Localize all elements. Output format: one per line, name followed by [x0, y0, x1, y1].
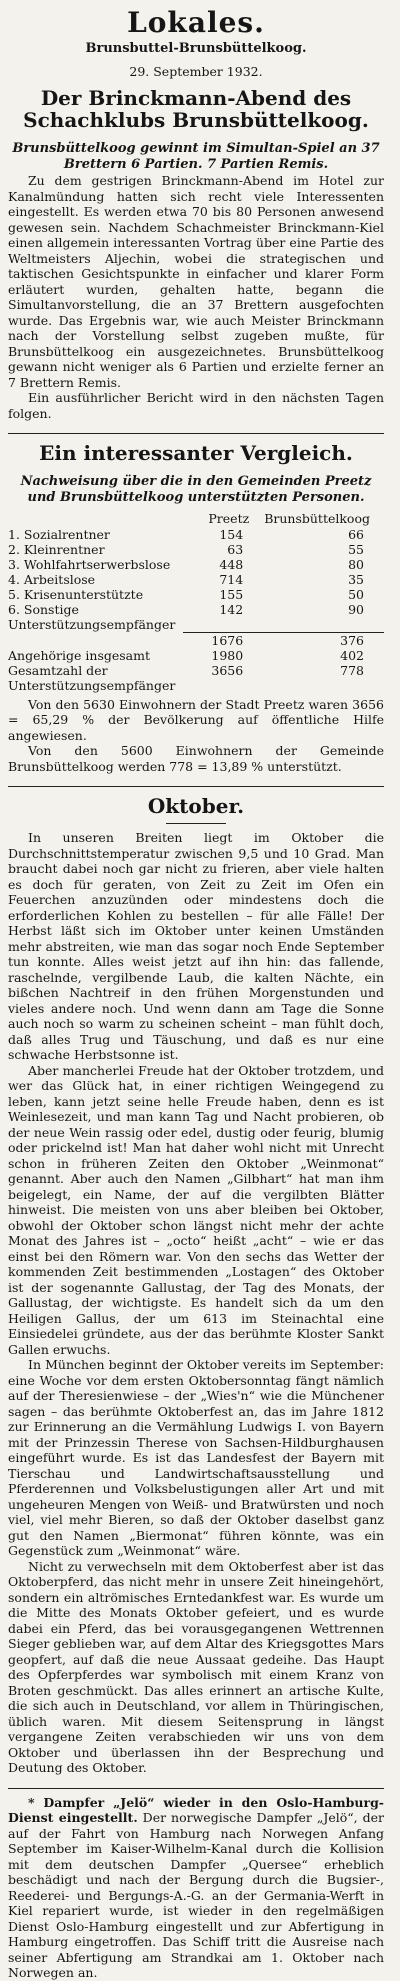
table-row — [8, 542, 384, 557]
table-row — [8, 527, 384, 542]
article2-subhead: Nachweisung über die in den Gemeinden Preetz und Brunsbüttelkoog unterstützten Personen. — [20, 474, 372, 505]
article2-paragraph: Von den 5630 Einwohnern der Stadt Preetz waren 3656 = 65,29 % der Bevölkerung auf öffentliche Hilfe angewiesen. — [8, 696, 384, 743]
row-label: 5. Krisenunterstützte — [8, 587, 144, 602]
cell-preetz: 154 — [219, 527, 244, 542]
row-label: Angehörige insgesamt — [8, 647, 151, 663]
cell-preetz: 63 — [227, 542, 244, 557]
table-header-row — [8, 510, 384, 527]
row-label: 6. Sonstige Unterstützungsempfänger — [8, 602, 176, 632]
row-label: 2. Kleinrentner — [8, 542, 105, 557]
article1-paragraph: Ein ausführlicher Bericht wird in den nächsten Tagen folgen. — [8, 390, 384, 421]
section-title: Lokales. — [127, 6, 265, 39]
divider — [166, 823, 226, 824]
issue-date: 29. September 1932. — [129, 64, 263, 79]
cell-brunsbuettelkoog: 402 — [340, 647, 364, 663]
cell-brunsbuettelkoog: 90 — [348, 602, 364, 617]
row-label: 1. Sozialrentner — [8, 527, 110, 542]
article3-paragraph: Aber mancherlei Freude hat der Oktober trotzdem, und wer das Glück hat, in einer richtigen Weingegend zu leben, kann jetzt seine helle Freude haben, denn es ist Weinlesezeit, und man kann Tag und Nacht probieren, ob der neue Wein rassig oder edel, dustig oder feurig, blumig oder prickelnd ist! Man hat daher wohl nicht mit Unrecht schon in früheren Zeiten den Oktober „Weinmonat“ genannt. Aber auch den Namen „Gilbhart“ hat man ihm beigelegt, ein Name, der auf die vergilbten Blätter hinweist. Die meisten von uns aber bleiben bei Oktober, obwohl der Oktober schon längst nicht mehr der achte Monat des Jahres ist – „octo“ heißt „acht“ – wie er das einst bei den Römern war. Von den sechs das Wetter der kommenden Zeit bestimmenden „Lostagen“ des Oktober ist der sogenannte Gallustag, der Tag des Monats, der Gallustag, der wichtigste. Es handelt sich da um den Heiligen Gallus, der um 613 im Steinachtal eine Einsiedelei gründete, aus der das berühmte Kloster Sankt Gallen erwuchs. — [8, 1062, 384, 1357]
article1-subhead: Brunsbüttelkoog gewinnt im Simultan-Spiel an 37 Brettern 6 Partien. 7 Partien Remis. — [12, 141, 380, 172]
article1-paragraph: Zu dem gestrigen Brinckmann-Abend im Hotel zur Kanalmündung hatten sich recht viele Interessenten eingestellt. Es werden etwa 70 bis 80 Personen anwesend gewesen sein. Nachdem Schachmeister Brinckmann-Kiel einen allgemein interessanten Vortrag über eine Partie des Weltmeisters Aljechin, wobei die strategischen und taktischen Gesichtspunkte in einfacher und klarer Form erläutert wurden, gehalten hatte, begann die Simultanvorstellung, die an 37 Brettern ausgefochten wurde. Das Ergebnis war, wie auch Meister Brinckmann nach der Vorstellung selbst zugeben mußte, für Brunsbüttelkoog ein ausgezeichnetes. Brunsbüttelkoog gewann nicht weniger als 6 Partien und erzielte ferner an 7 Brettern Remis. — [8, 173, 384, 390]
table-row — [8, 572, 384, 587]
cell-brunsbuettelkoog: 80 — [348, 557, 364, 572]
cell-brunsbuettelkoog: 50 — [348, 587, 364, 602]
article2-body — [8, 697, 384, 775]
column-header-brunsbuettelkoog: Brunsbüttelkoog — [264, 511, 370, 526]
cell-preetz: 1980 — [211, 647, 244, 663]
cell-brunsbuettelkoog: 35 — [348, 572, 364, 587]
article4-text: Der norwegische Dampfer „Jelö“, der auf der Fahrt von Hamburg nach Norwegen Anfang September im Kaiser-Wilhelm-Kanal durch die Kollision mit dem deutschen Dampfer „Quersee“ erheblich beschädigt und nach der Bergung durch die Bugsier-, Reederei- und Bergungs-A.-G. an der Germania-Werft in Kiel repariert wurde, ist wieder in den regelmäßigen Dienst Oslo-Hamburg eingestellt und zur Abfertigung in Hamburg eingetroffen. Das Schiff tritt die Ausreise nach seiner Abfertigung am Strandkai am 1. Oktober nach Norwegen an. — [8, 1810, 384, 1980]
subtotal-brunsbuettelkoog: 376 — [263, 632, 384, 648]
subtotal-preetz: 1676 — [183, 632, 263, 648]
article1-headline: Der Brinckmann-Abend des Schachklubs Brunsbüttelkoog. — [23, 86, 369, 132]
divider — [8, 433, 384, 434]
article4-paragraph — [8, 1795, 384, 1981]
article1-body — [8, 173, 384, 421]
row-label: 3. Wohlfahrtserwerbslose — [8, 557, 171, 572]
cell-preetz: 448 — [219, 557, 244, 572]
article3-paragraph: In unseren Breiten liegt im Oktober die Durchschnittstemperatur zwischen 9,5 und 10 Grad. Man braucht dabei noch gar nicht zu frieren, aber viele halten es doch für geraten, von Zeit zu Zeit im Ofen ein Feuerchen anzuzünden oder mindestens doch die erforderlichen Kohlen zu bestellen – für alle Fälle! Der Herbst läßt sich im Oktober unter keinen Umständen mehr abstreiten, wie man das sogar noch Ende September tun konnte. Alles weist jetzt auf ihn hin: das fallende, raschelnde, vergilbende Laub, die kalten Nächte, ein bißchen Nachtreif in den frühen Morgenstunden und vieles andere noch. Und wenn dann am Tage die Sonne auch noch so warm zu scheinen scheint – man fühlt doch, daß alles Trug und Täuschung, und daß es nur eine schwache Herbstsonne ist. — [8, 830, 384, 1062]
cell-preetz: 142 — [219, 602, 244, 617]
total-row — [8, 663, 384, 693]
article2-headline: Ein interessanter Vergleich. — [39, 441, 353, 465]
comparison-table — [8, 510, 384, 693]
column-header-preetz: Preetz — [208, 511, 250, 526]
article3-headline: Oktober. — [147, 794, 245, 818]
article2-paragraph: Von den 5600 Einwohnern der Gemeinde Brunsbüttelkoog werden 778 = 13,89 % unterstützt. — [8, 743, 384, 774]
article3-body — [8, 830, 384, 1776]
cell-brunsbuettelkoog: 66 — [348, 527, 364, 542]
divider — [8, 1788, 384, 1789]
row-label: Gesamtzahl der Unterstützungsempfänger — [8, 662, 176, 693]
dependents-row — [8, 648, 384, 663]
divider — [8, 786, 384, 787]
cell-preetz: 155 — [219, 587, 244, 602]
cell-preetz: 3656 — [211, 662, 244, 678]
table-row — [8, 557, 384, 572]
article3-paragraph: In München beginnt der Oktober vereits im September: eine Woche vor dem ersten Oktobersonntag fängt nämlich auf der Theresienwiese – der „Wies'n“ wie die Münchener sagen – das berühmte Oktoberfest an, das im Jahre 1812 zur Erinnerung an die Vermählung Ludwigs I. von Bayern mit der Prinzessin Therese von Sachsen-Hildburghausen eingeführt wurde. Es ist das Landesfest der Bayern mit Tierschau und Landwirtschaftsausstellung und Pferderennen und Volksbelustigungen aller Art und mit ungeheuren Mengen von Weiß- und Bratwürsten und noch viel, viel mehr Bieren, so daß der Oktober daselbst ganz gut den Namen „Biermonat“ führen könnte, was ein Gegenstück zum „Weinmonat“ wäre. — [8, 1357, 384, 1558]
section-subtitle: Brunsbuttel-Brunsbüttelkoog. — [85, 41, 307, 56]
cell-brunsbuettelkoog: 55 — [348, 542, 364, 557]
table-row — [8, 602, 384, 632]
table-row — [8, 587, 384, 602]
article3-paragraph: Nicht zu verwechseln mit dem Oktoberfest aber ist das Oktoberpferd, das nicht mehr in unsere Zeit hineingehört, sondern ein altrömisches Erntedankfest war. Es wurde um die Mitte des Monats Oktober gefeiert, und es wurde dabei ein Pferd, das bei vorausgegangenen Wettrennen Sieger geblieben war, auf dem Altar des Kriegsgottes Mars geopfert, auf daß die neue Aussaat gedeihe. Das Haupt des Opferpferdes war symbolisch mit einem Kranz von Broten geschmückt. Das alles erinnert an artische Kulte, die sich auch in Deutschland, vor allem in Thüringischen, üblich waren. Mit diesem Seitensprung in längst vergangene Zeiten verabschieden wir uns von dem Oktober und überlassen ihn der Besprechung und Deutung des Oktober. — [8, 1558, 384, 1775]
subtotal-row — [8, 632, 384, 648]
row-label: 4. Arbeitslose — [8, 572, 96, 587]
cell-brunsbuettelkoog: 778 — [340, 662, 364, 678]
cell-preetz: 714 — [219, 572, 244, 587]
article4-lead: * Dampfer „Jelö“ wieder in den Oslo-Hamburg-Dienst eingestellt. — [8, 1794, 384, 1825]
